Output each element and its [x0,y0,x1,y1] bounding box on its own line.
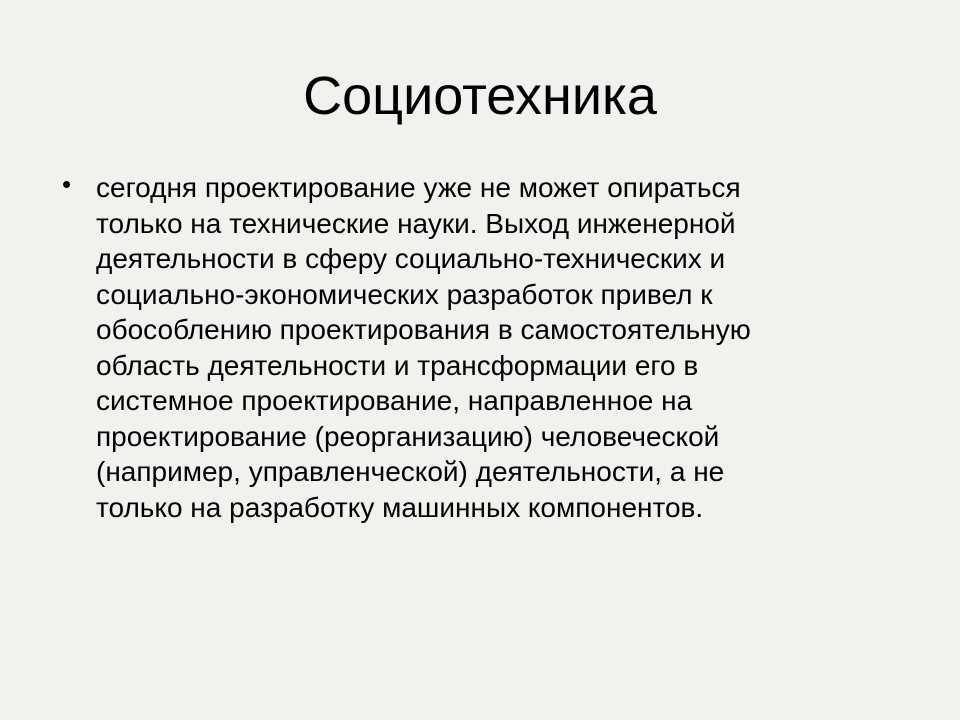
slide-title: Социотехника [303,66,657,126]
bullet-text: сегодня проектирование уже не может опираться только на технические науки. Выход инженерной деятельности в сферу социально-технических и социально-экономических разработок привел к обособлению проектирования в самостоятельную область деятельности и трансформации его в системное проектирование, направленное на проектирование (реорганизацию) человеческой (например, управленческой) деятельности, а не только на разработку машинных компонентов. [96,172,751,523]
bullet-item [62,170,922,525]
bullet-marker: • [62,169,72,199]
bullet-list [62,170,922,525]
